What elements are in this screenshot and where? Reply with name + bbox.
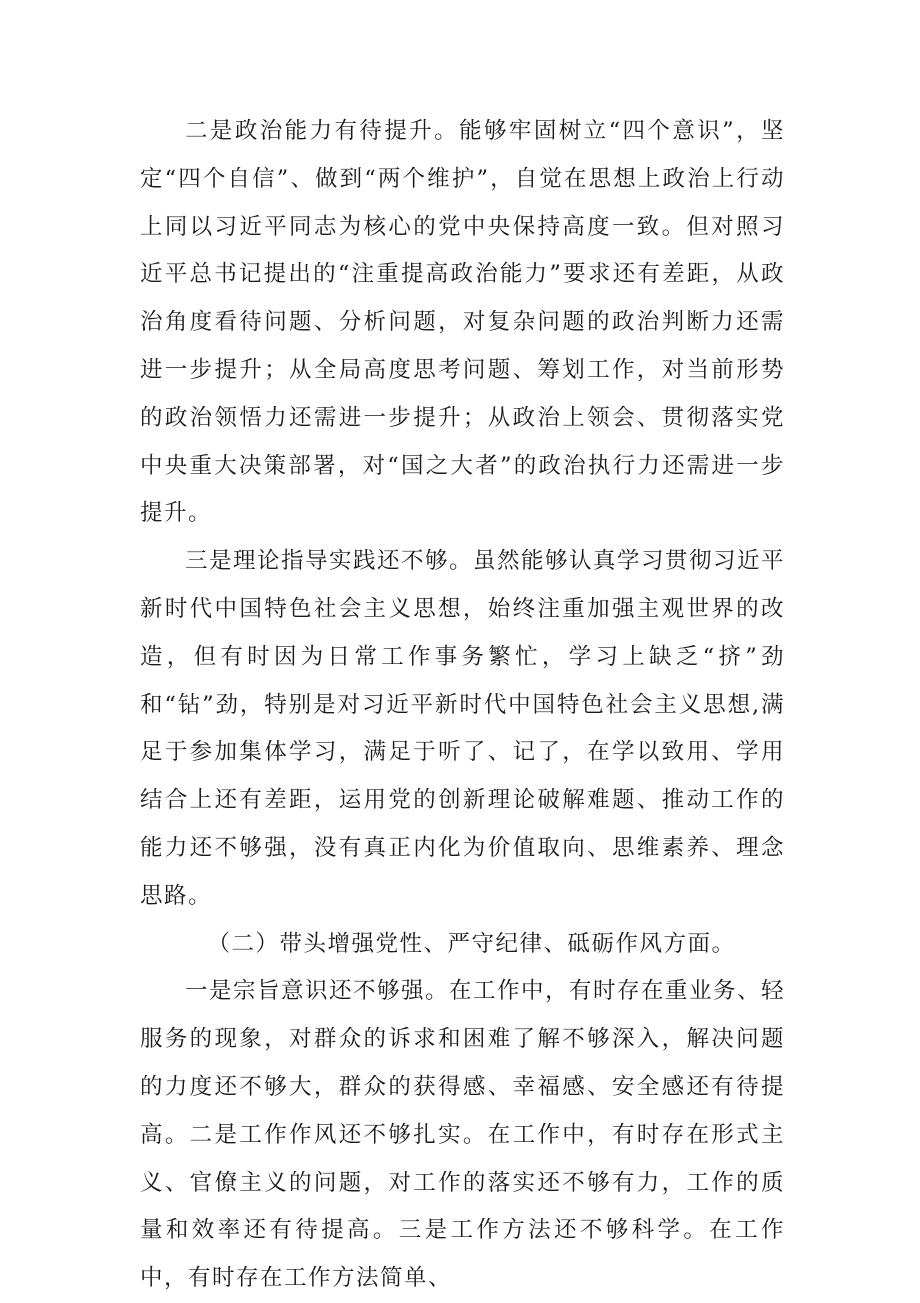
document-body [140,108,785,1303]
paragraph-political-ability: 二是政治能力有待提升。能够牢固树立“四个意识”，坚定“四个自信”、做到“两个维护”，自觉在思想上政治上行动上同以习近平同志为核心的党中央保持高度一致。但对照习近平总书记提出的“注重提高政治能力”要求还有差距，从政治角度看待问题、分析问题，对复杂问题的政治判断力还需进一步提升；从全局高度思考问题、筹划工作，对当前形势的政治领悟力还需进一步提升；从政治上领会、贯彻落实党中央重大决策部署，对“国之大者”的政治执行力还需进一步提升。 [140,118,785,527]
paragraph-purpose-awareness: 一是宗旨意识还不够强。在工作中，有时存在重业务、轻服务的现象，对群众的诉求和困难了解不够深入，解决问题的力度还不够大，群众的获得感、幸福感、安全感还有待提高。二是工作作风还不够扎实。在工作中，有时存在形式主义、官僚主义的问题，对工作的落实还不够有力，工作的质量和效率还有待提高。三是工作方法还不够科学。在工作中，有时存在工作方法简单、 [140,978,786,1292]
section-heading: （二）带头增强党性、严守纪律、砥砺作风方面。 [207,930,736,957]
paragraph-theory-practice: 三是理论指导实践还不够。虽然能够认真学习贯彻习近平新时代中国特色社会主义思想，始终注重加强主观世界的改造，但有时因为日常工作事务繁忙，学习上缺乏“挤”劲和“钻”劲，特别是对习近平新时代中国特色社会主义思想,满足于参加集体学习，满足于听了、记了，在学以致用、学用结合上还有差距，运用党的创新理论破解难题、推动工作的能力还不够强，没有真正内化为价值取向、思维素养、理念思路。 [140,548,786,909]
